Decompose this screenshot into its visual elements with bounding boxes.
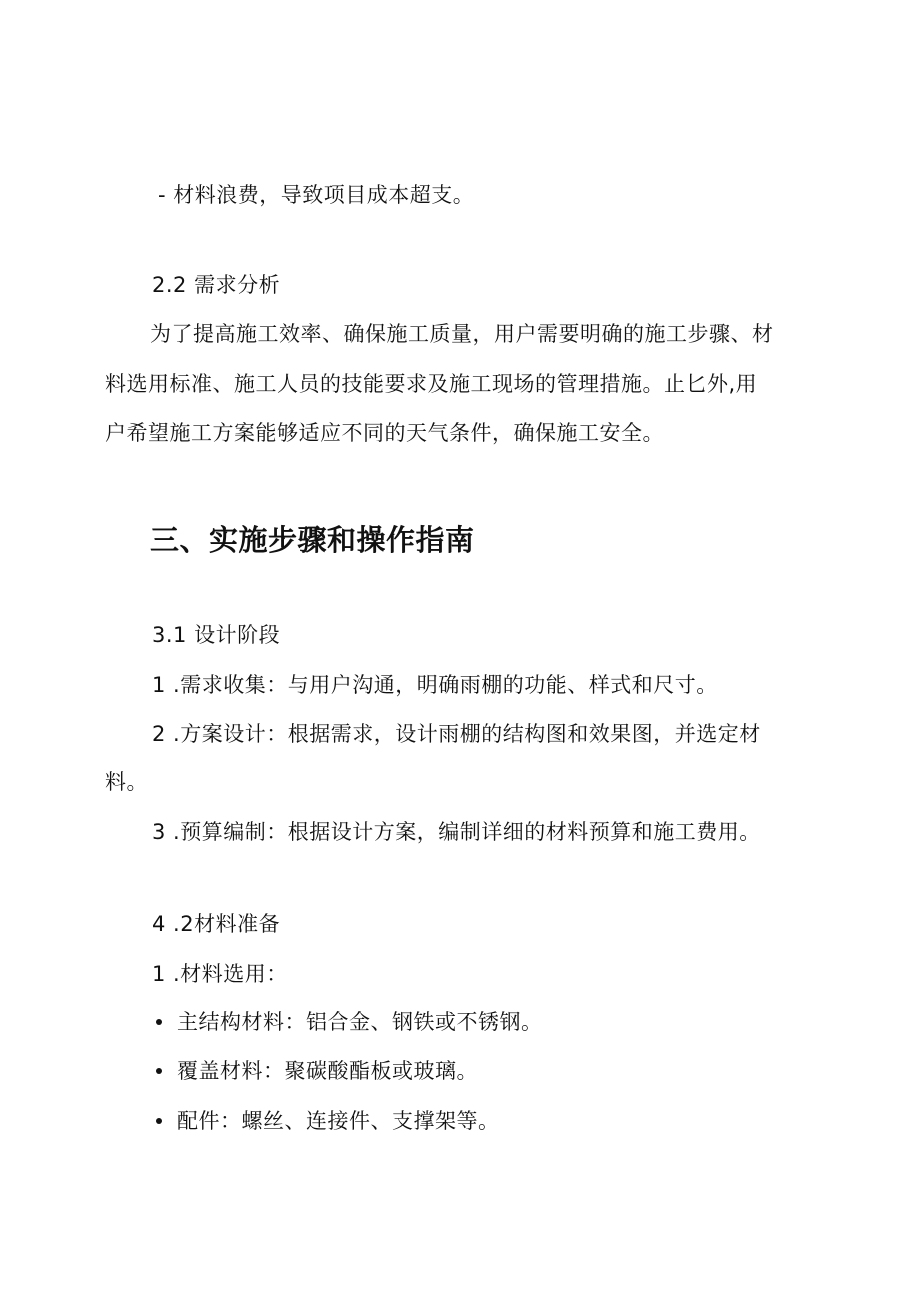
bullet-item-covering: 覆盖材料：聚碳酸酯板或玻璃。 bbox=[177, 1059, 478, 1083]
bullet-dot bbox=[156, 1019, 162, 1025]
section-title-3: 三、实施步骤和操作指南 bbox=[150, 523, 475, 557]
list-item-design: 2 .方案设计：根据需求，设计雨棚的结构图和效果图，并选定材 bbox=[152, 722, 761, 746]
list-item-budget: 3 .预算编制：根据设计方案，编制详细的材料预算和施工费用。 bbox=[152, 820, 761, 844]
bullet-item-accessories: 配件：螺丝、连接件、支撑架等。 bbox=[177, 1109, 500, 1133]
paragraph-line-1: 为了提高施工效率、确保施工质量，用户需要明确的施工步骤、材 bbox=[150, 322, 774, 346]
bullet-dot bbox=[156, 1118, 162, 1124]
subsection-title-4-2: 4 .2材料准备 bbox=[152, 912, 281, 936]
bullet-item-main-structure: 主结构材料：铝合金、钢铁或不锈钢。 bbox=[177, 1010, 543, 1034]
bullet-dot bbox=[156, 1068, 162, 1074]
subsection-title-3-1: 3.1 设计阶段 bbox=[152, 623, 281, 647]
paragraph-line-3: 户希望施工方案能够适应不同的天气条件，确保施工安全。 bbox=[105, 421, 664, 445]
paragraph-line-2: 料选用标准、施工人员的技能要求及施工现场的管理措施。止匕外,用 bbox=[105, 372, 758, 396]
list-item-design-continued: 料。 bbox=[105, 770, 148, 794]
list-item-material-selection: 1 .材料选用： bbox=[152, 962, 288, 986]
list-item-material-waste: - 材料浪费，导致项目成本超支。 bbox=[158, 183, 475, 207]
list-item-requirements: 1 .需求收集：与用户沟通，明确雨棚的功能、样式和尺寸。 bbox=[152, 673, 718, 697]
subsection-title-2-2: 2.2 需求分析 bbox=[152, 273, 281, 297]
